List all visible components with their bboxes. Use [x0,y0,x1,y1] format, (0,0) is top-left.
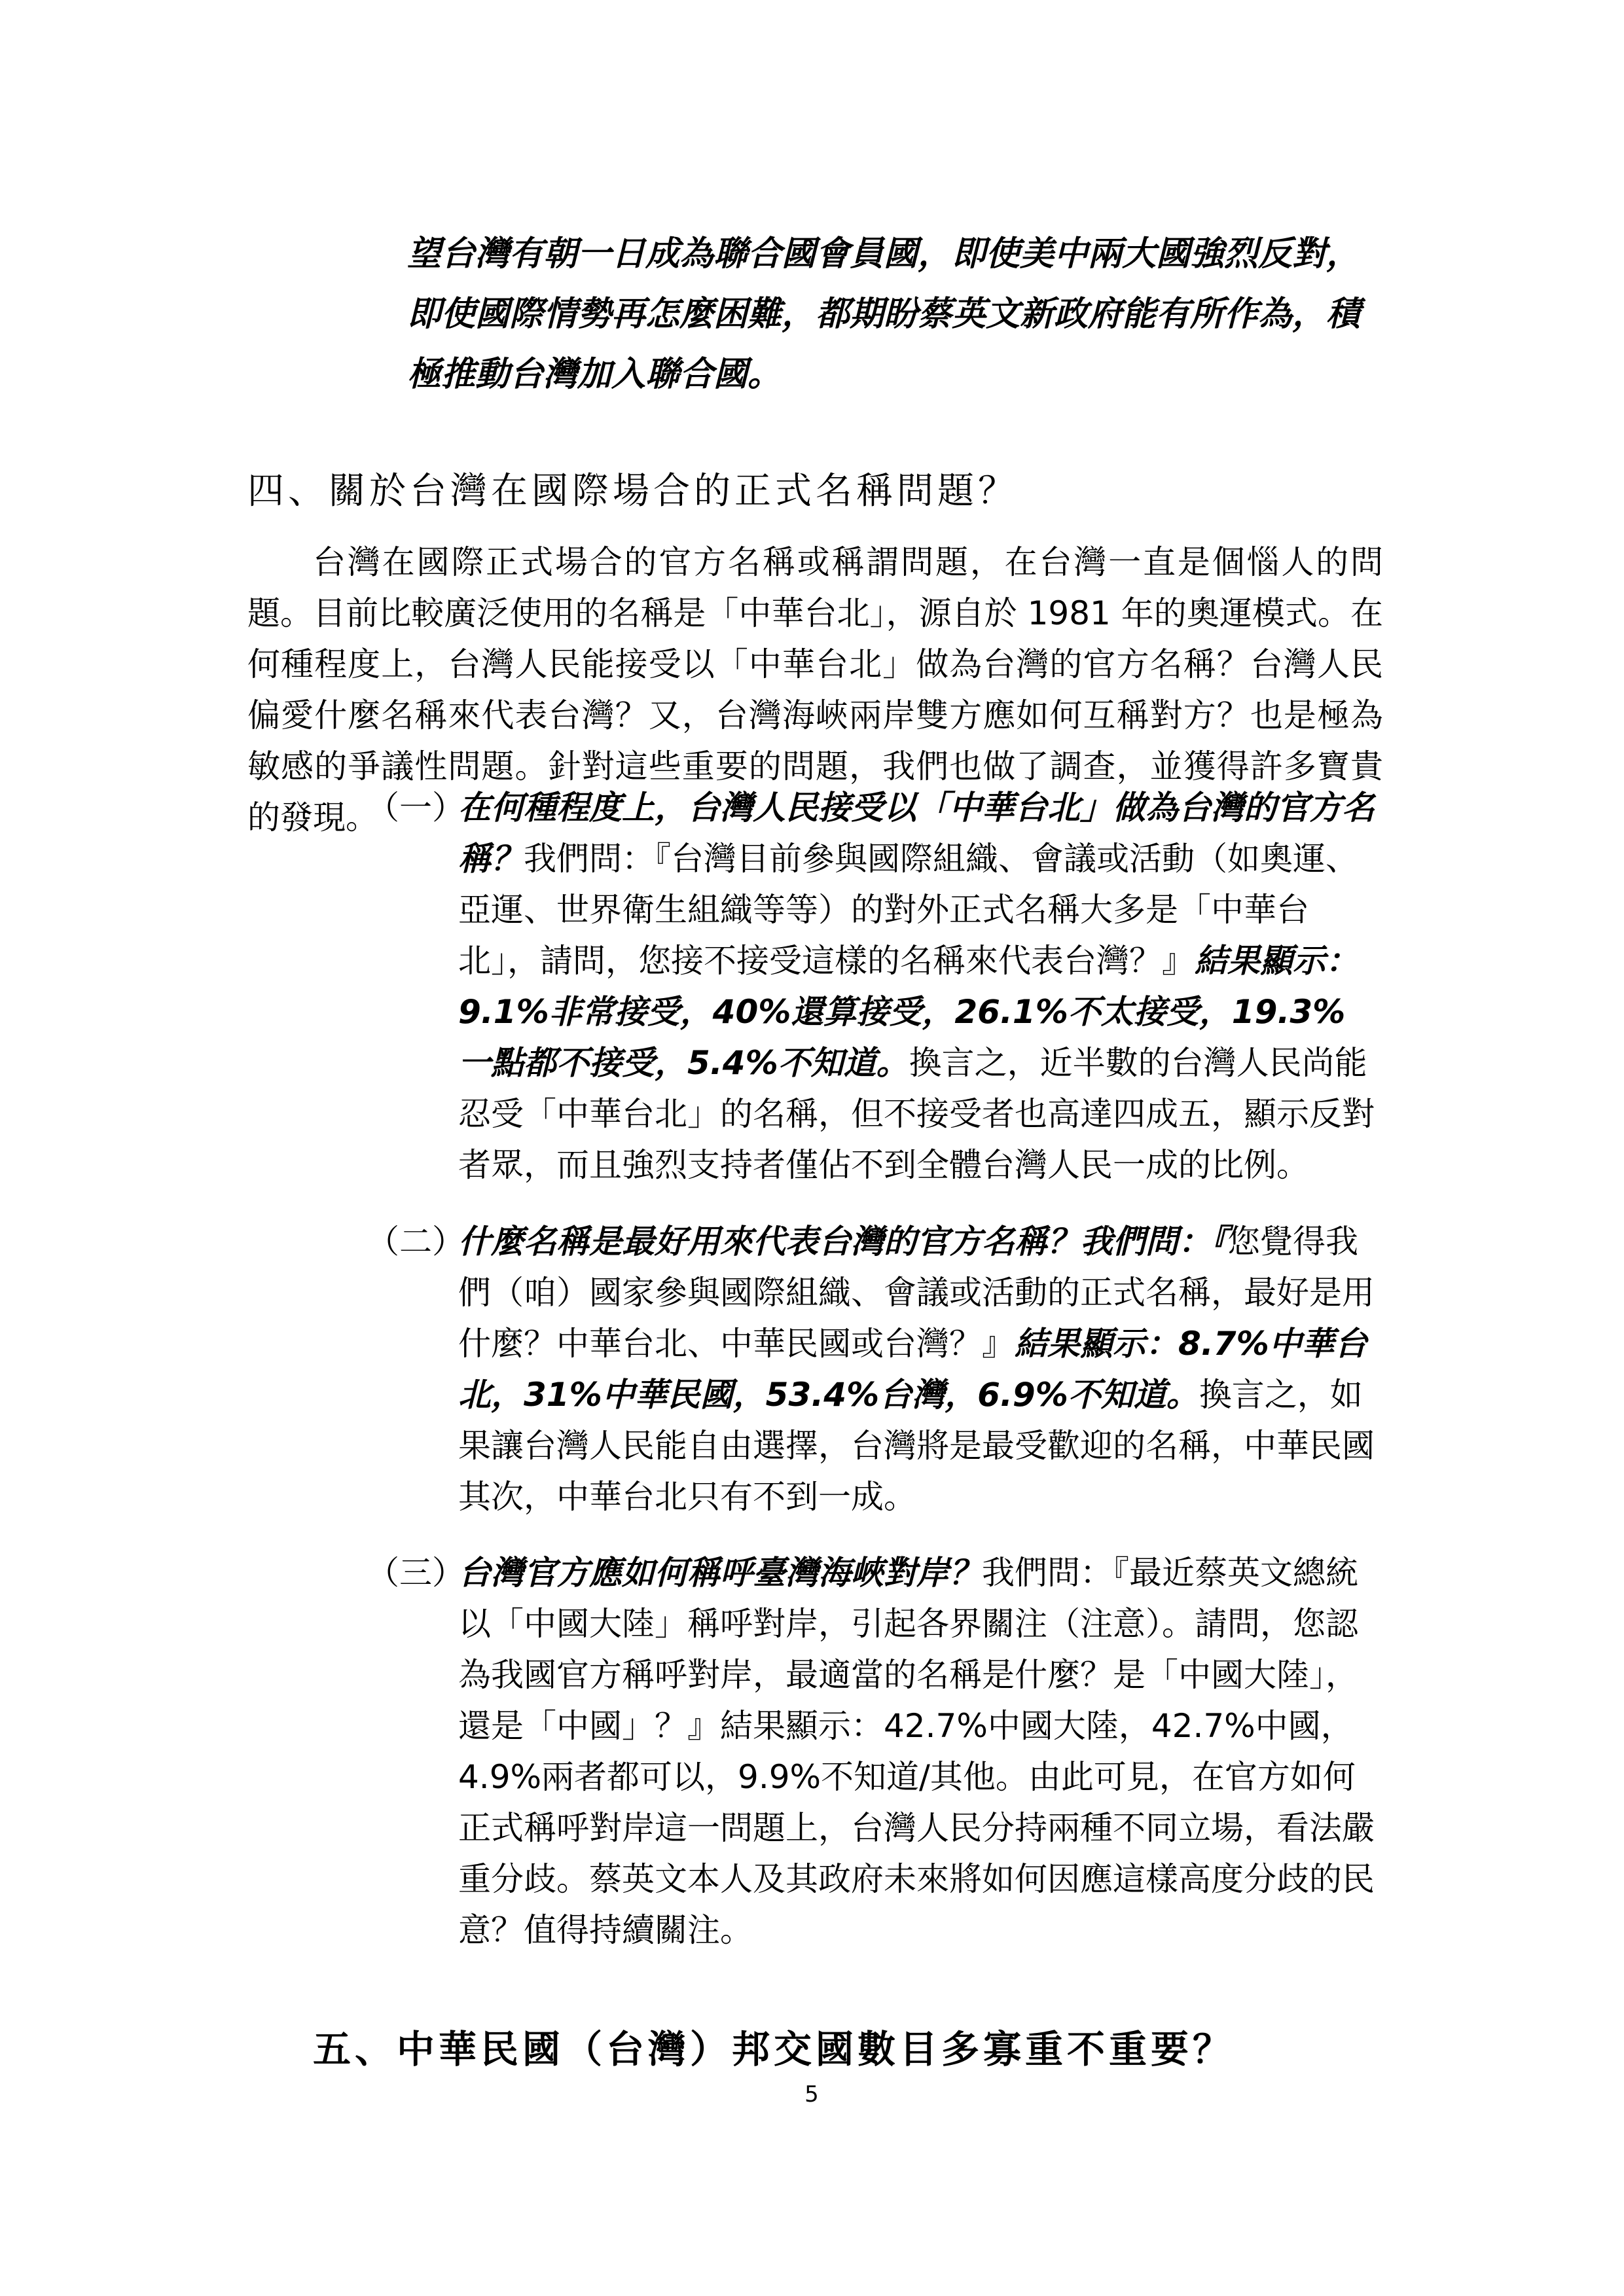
item-question: 什麼名稱是最好用來代表台灣的官方名稱？我們問：『 [458,1223,1227,1261]
item-result: 結果顯示：8.7%中華台北，31%中華民國，53.4%台灣，6.9%不知道。 [458,1325,1367,1414]
item-number: （二） [367,1223,465,1261]
intro-paragraph: 望台灣有朝一日成為聯合國會員國，即使美中兩大國強烈反對，即使國際情勢再怎麼困難，都期盼蔡英文新政府能有所作為，積極推動台灣加入聯合國。 [407,234,1361,394]
item-number: （一） [367,789,465,827]
item-asked: 我們問：『最近蔡英文總統以「中國大陸」稱呼對岸，引起各界關注（注意）。請問，您認為我國官方稱呼對岸，最適當的名稱是什麼？是「中國大陸」，還是「中國」？』 [458,1554,1358,1745]
item-asked: 我們問：『台灣目前參與國際組織、會議或活動（如奧運、亞運、世界衛生組織等等）的對外正式名稱大多是「中華台北」，請問，您接不接受這樣的名稱來代表台灣？』 [458,840,1358,980]
survey-item-3 [367,1547,1375,1956]
item-comment: 由此可見，在官方如何正式稱呼對岸這一問題上，台灣人民分持兩種不同立場，看法嚴重分歧。蔡英文本人及其政府未來將如何因應這樣高度分歧的民意？值得持續關注。 [458,1758,1375,1949]
section-4-heading: 四、關於台灣在國際場合的正式名稱問題？ [247,470,1019,512]
item-asked: 您覺得我們（咱）國家參與國際組織、會議或活動的正式名稱，最好是用什麼？中華台北、中華民國或台灣？』 [458,1223,1375,1363]
item-result: 結果顯示：9.1%非常接受，40%還算接受，26.1%不太接受，19.3%一點都不接受，5.4%不知道。 [458,942,1358,1082]
survey-item-2 [367,1216,1375,1522]
item-question: 在何種程度上，台灣人民接受以「中華台北」做為台灣的官方名稱？ [458,789,1375,878]
section-4-paragraph: 台灣在國際正式場合的官方名稱或稱謂問題，在台灣一直是個惱人的問題。目前比較廣泛使用的名稱是「中華台北」，源自於 1981 年的奧運模式。在何種程度上，台灣人民能接受以「中華台北」做為台灣的官方名稱？台灣人民偏愛什麼名稱來代表台灣？又，台灣海峽兩岸雙方應如何互稱對方？也是極為敏感的爭議性問題。針對這些重要的問題，我們也做了調查，並獲得許多寶貴的發現。 [247,543,1383,836]
section-5-heading: 五、中華民國（台灣）邦交國數目多寡重不重要？ [313,2027,1235,2072]
page-number: 5 [804,2081,819,2108]
item-question: 台灣官方應如何稱呼臺灣海峽對岸？ [458,1554,982,1592]
item-comment: 換言之，如果讓台灣人民能自由選擇，台灣將是最受歡迎的名稱，中華民國其次，中華台北只有不到一成。 [458,1376,1375,1516]
survey-item-1 [367,782,1375,1191]
item-comment: 換言之，近半數的台灣人民尚能忍受「中華台北」的名稱，但不接受者也高達四成五，顯示反對者眾，而且強烈支持者僅佔不到全體台灣人民一成的比例。 [458,1044,1375,1184]
item-number: （三） [367,1554,465,1592]
item-result: 結果顯示：42.7%中國大陸，42.7%中國，4.9%兩者都可以，9.9%不知道/其他。 [458,1707,1354,1796]
